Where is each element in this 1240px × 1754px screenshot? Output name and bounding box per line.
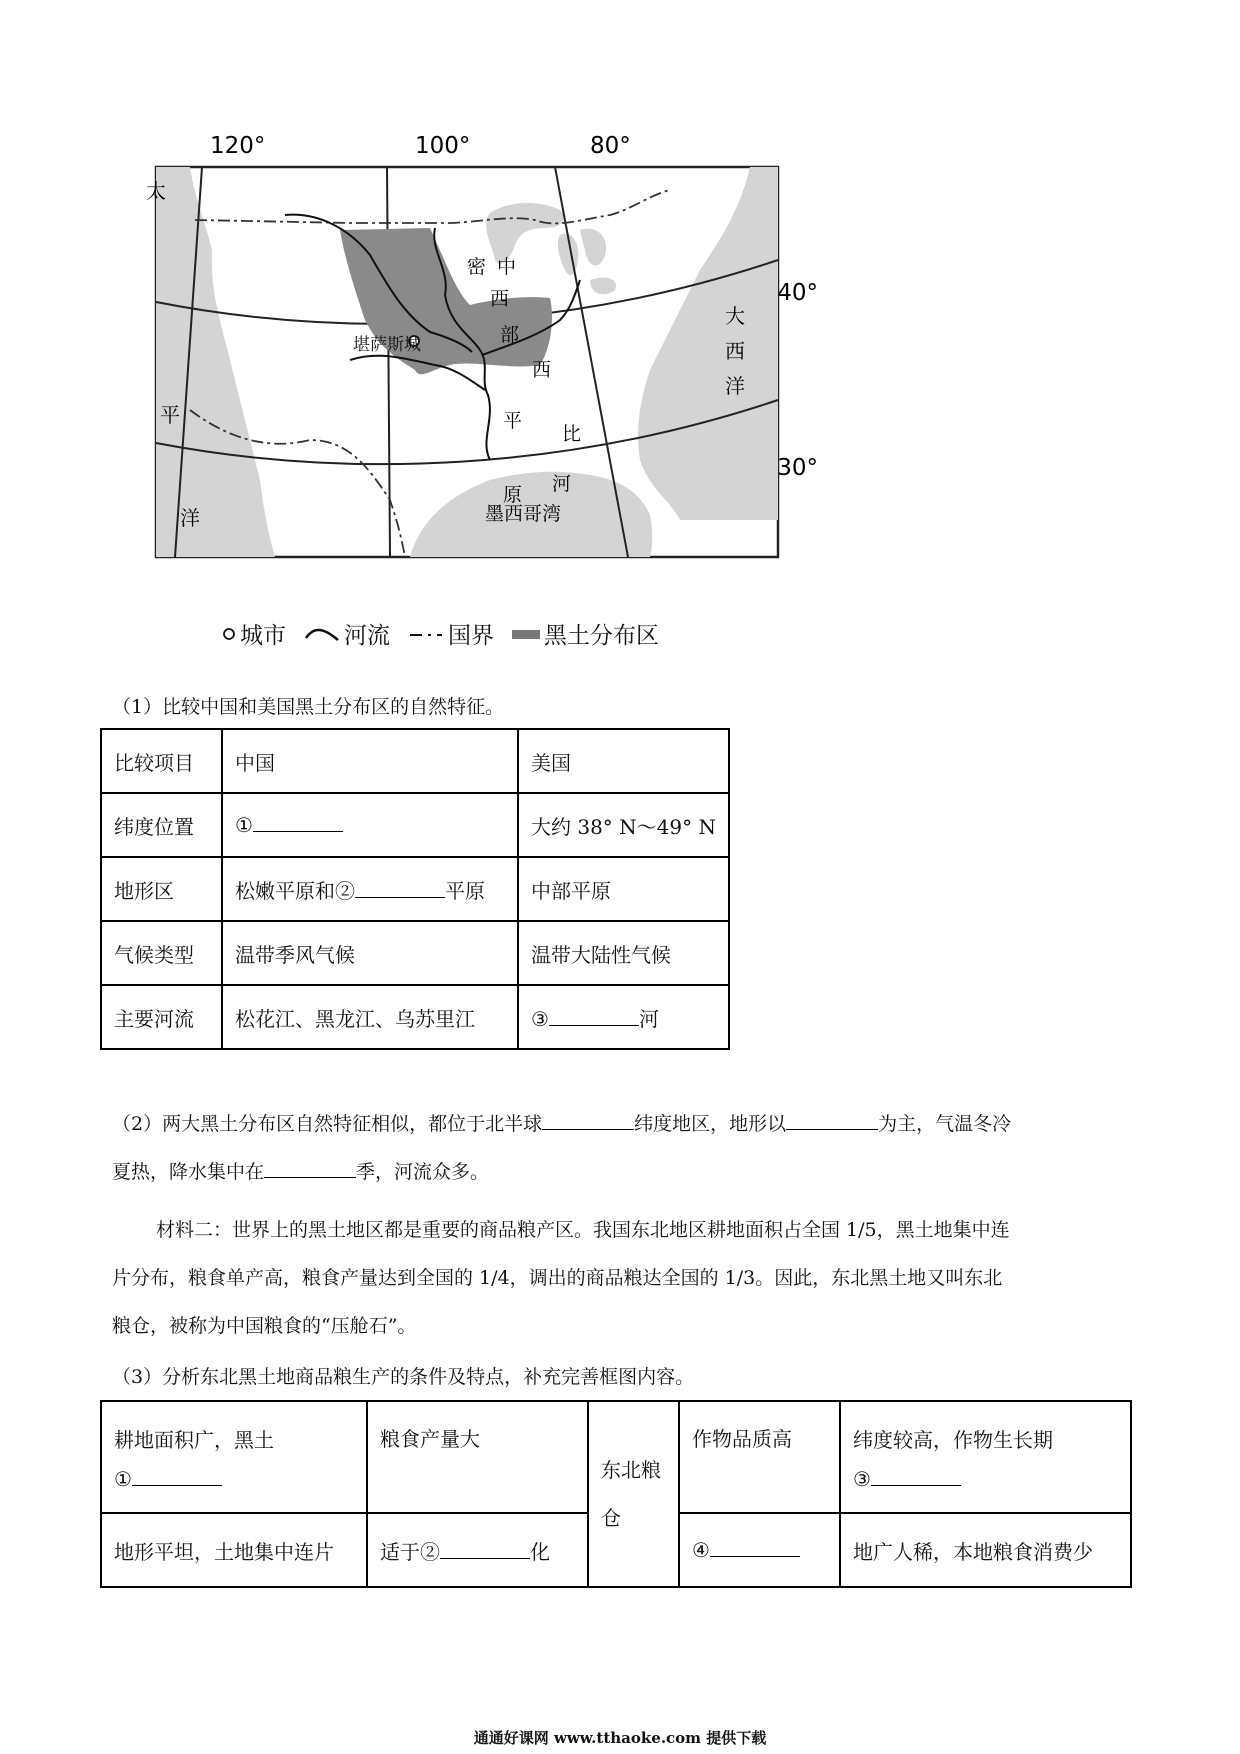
plain-char-5: 原 <box>503 484 523 506</box>
terrain-prefix: 松嫩平原和② <box>235 878 355 903</box>
legend-blacksoil <box>512 617 659 650</box>
cell-quality: 作物品质高 <box>679 1401 840 1513</box>
q2-blank-1[interactable] <box>542 1111 634 1130</box>
table-row <box>101 985 729 1049</box>
q3-blank-2[interactable] <box>440 1540 530 1559</box>
lat-label-40: 40° <box>777 280 818 306</box>
table-row <box>101 793 729 857</box>
city-symbol-icon <box>222 627 236 641</box>
q2-text-2: 纬度地区，地形以 <box>634 1113 787 1135</box>
table-row <box>101 857 729 921</box>
q2-text-3: 为主，气温冬冷 <box>878 1113 1012 1135</box>
comparison-table <box>100 728 730 1050</box>
legend-river-label: 河流 <box>344 623 390 649</box>
river-symbol-icon <box>304 624 340 644</box>
blank-line-2[interactable] <box>355 879 445 898</box>
usa-terrain: 中部平原 <box>518 857 729 921</box>
row-label: 纬度位置 <box>101 793 222 857</box>
latitude-text: 纬度较高，作物生长期 <box>853 1427 1053 1452</box>
legend-city-label: 城市 <box>240 623 286 649</box>
q1-title: （1）比较中国和美国黑土分布区的自然特征。 <box>112 696 505 718</box>
cell-population: 地广人稀，本地粮食消费少 <box>840 1513 1131 1587</box>
atlantic-char-1: 大 <box>725 304 745 328</box>
blank-number: ① <box>235 813 253 837</box>
row-label: 气候类型 <box>101 921 222 985</box>
q2-text-1: （2）两大黑土分布区自然特征相似，都位于北半球 <box>112 1113 543 1135</box>
q2-paragraph <box>112 1100 1132 1196</box>
cell-suitable[interactable] <box>367 1513 588 1587</box>
blank-line-3[interactable] <box>549 1007 639 1026</box>
city-label: 堪萨斯城 <box>353 335 421 355</box>
answer-cell-2[interactable] <box>222 857 518 921</box>
lon-label-120: 120° <box>210 133 266 159</box>
material-line-1: 材料二：世界上的黑土地区都是重要的商品粮产区。我国东北地区耕地面积占全国 1/5，黑土地集中连 <box>156 1219 1010 1241</box>
legend-river <box>304 617 390 650</box>
center-granary: 东北粮仓 <box>588 1401 679 1587</box>
china-rivers: 松花江、黑龙江、乌苏里江 <box>222 985 518 1049</box>
blank-number: ④ <box>692 1538 710 1562</box>
plain-char-1: 中 <box>497 256 517 278</box>
pacific-char-2: 平 <box>160 403 180 427</box>
lat-label-30: 30° <box>777 455 818 481</box>
blank-number: ③ <box>853 1466 871 1491</box>
framework-table <box>100 1400 1132 1588</box>
plain-char-3: 部 <box>500 324 520 346</box>
q2-text-5: 季，河流众多。 <box>356 1161 490 1183</box>
cell-farmland[interactable] <box>101 1401 367 1513</box>
plain-char-2: 西 <box>490 288 510 310</box>
q3-blank-4[interactable] <box>710 1538 800 1557</box>
river-suffix: 河 <box>638 1006 659 1031</box>
river-char-2: 西 <box>532 359 552 381</box>
q2-blank-2[interactable] <box>786 1111 878 1130</box>
footer: 通通好课网 www.tthaoke.com 提供下载 <box>473 1729 767 1747</box>
q2-blank-3[interactable] <box>264 1159 356 1178</box>
answer-cell-1[interactable] <box>222 793 518 857</box>
border-symbol-icon <box>408 627 444 641</box>
legend-city <box>222 617 286 650</box>
river-char-3: 比 <box>562 423 582 445</box>
lon-label-100: 100° <box>415 133 471 159</box>
river-char-1: 密 <box>467 256 487 278</box>
usa-latitude: 大约 38° N～49° N <box>518 793 729 857</box>
usa-climate: 温带大陆性气候 <box>518 921 729 985</box>
q2-text-4: 夏热，降水集中在 <box>112 1161 265 1183</box>
atlantic-char-3: 洋 <box>725 374 745 398</box>
blank-line-1[interactable] <box>253 813 343 832</box>
blacksoil-symbol-icon <box>512 627 540 641</box>
table-row <box>101 1401 1131 1513</box>
row-label: 地形区 <box>101 857 222 921</box>
suitable-suffix: 化 <box>530 1539 550 1564</box>
material-line-3: 粮仓，被称为中国粮食的“压舱石”。 <box>112 1315 417 1337</box>
river-char-4: 河 <box>552 473 572 495</box>
legend-border-label: 国界 <box>448 623 494 649</box>
gulf-label: 墨西哥湾 <box>485 503 562 525</box>
cell-high-yield: 粮食产量大 <box>367 1401 588 1513</box>
answer-cell-3[interactable] <box>518 985 729 1049</box>
farmland-text: 耕地面积广，黑土 <box>114 1427 274 1452</box>
lon-label-80: 80° <box>590 133 631 159</box>
header-china: 中国 <box>222 729 518 793</box>
q3-title: （3）分析东北黑土地商品粮生产的条件及特点，补充完善框图内容。 <box>112 1366 695 1388</box>
north-america-blacksoil-map <box>146 120 818 610</box>
header-item: 比较项目 <box>101 729 222 793</box>
terrain-suffix: 平原 <box>445 878 485 903</box>
legend-blacksoil-label: 黑土分布区 <box>544 623 659 649</box>
legend-border <box>408 617 494 650</box>
cell-latitude[interactable] <box>840 1401 1131 1513</box>
table-row <box>101 921 729 985</box>
q3-blank-3[interactable] <box>871 1467 961 1486</box>
atlantic-char-2: 西 <box>725 339 745 363</box>
table-header-row <box>101 729 729 793</box>
pacific-char-3: 洋 <box>180 506 200 530</box>
cell-blank-4[interactable] <box>679 1513 840 1587</box>
header-usa: 美国 <box>518 729 729 793</box>
row-label: 主要河流 <box>101 985 222 1049</box>
q3-blank-1[interactable] <box>132 1467 222 1486</box>
material-2 <box>112 1206 1132 1350</box>
cell-terrain: 地形平坦，土地集中连片 <box>101 1513 367 1587</box>
pacific-char-1: 太 <box>146 179 166 203</box>
map-legend <box>222 617 671 650</box>
material-line-2: 片分布，粮食单产高，粮食产量达到全国的 1/4，调出的商品粮达全国的 1/3。因此，东北黑土地又叫东北 <box>112 1267 1003 1289</box>
china-climate: 温带季风气候 <box>222 921 518 985</box>
blank-number: ③ <box>531 1006 549 1031</box>
plain-char-4: 平 <box>503 410 523 432</box>
suitable-prefix: 适于② <box>380 1539 440 1564</box>
blank-number: ① <box>114 1466 132 1491</box>
